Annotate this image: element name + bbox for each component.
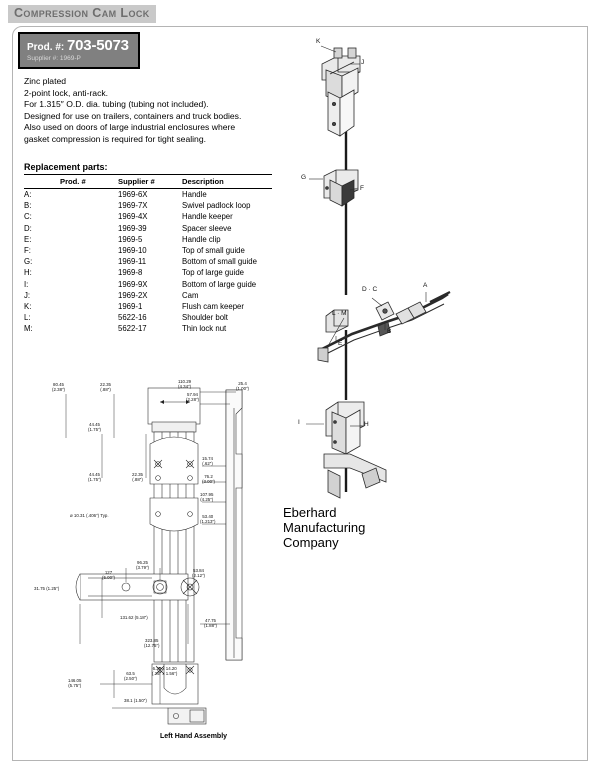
part-prod-number — [60, 245, 118, 256]
table-row — [24, 301, 272, 312]
part-description: Cam — [182, 290, 199, 300]
column-header-prod: Prod. # — [60, 175, 118, 189]
product-badge — [18, 32, 140, 69]
replacement-parts-title: Replacement parts: — [24, 162, 108, 172]
dimension-146-05: 146.05 (5.75″) — [68, 678, 82, 688]
part-description: Thin lock nut — [182, 324, 227, 334]
dimension-57-94: 57.94 (2.28″) — [186, 392, 200, 402]
dimension-44-45-b: 44.45 (1.75″) — [88, 472, 102, 482]
part-key: B: — [24, 201, 32, 211]
part-key: G: — [24, 257, 33, 267]
part-supplier-number: 1969-4X — [118, 212, 148, 222]
callout-i: I — [298, 419, 300, 426]
table-header-row — [24, 175, 272, 189]
note-hole-diameter: ø 10.31 (.406″) Typ. — [70, 513, 109, 518]
table-row — [24, 211, 272, 222]
dimension-96-25: 96.25 (3.79″) — [136, 560, 150, 570]
callout-j: J — [361, 59, 365, 66]
part-supplier-number: 5622-16 — [118, 313, 147, 323]
dimension-44-45-a: 44.45 (1.75″) — [88, 422, 102, 432]
dimension-107-95: 107.95 (4.25″) — [200, 492, 214, 502]
product-number-row — [27, 37, 131, 54]
dimension-22-35-b: 22.35 (.88″) — [132, 472, 143, 482]
dimension-76-2: 76.2 (3.00″) — [202, 474, 216, 484]
part-description: Swivel padlock loop — [182, 201, 251, 211]
part-key: F: — [24, 246, 31, 256]
part-prod-number — [60, 211, 118, 222]
part-key: L: — [24, 313, 31, 323]
part-description: Bottom of small guide — [182, 257, 257, 267]
table-row — [24, 200, 272, 211]
part-key: J: — [24, 290, 31, 300]
part-prod-number — [60, 290, 118, 301]
column-header-supplier: Supplier # — [118, 175, 182, 189]
part-supplier-number: 1969-2X — [118, 290, 148, 300]
table-row — [24, 323, 272, 334]
callout-k: K — [316, 38, 321, 45]
dimension-127: 127 (5.00″) — [102, 570, 116, 580]
column-header-key — [24, 175, 60, 189]
part-description: Spacer sleeve — [182, 223, 232, 233]
assembly-drawing-svg — [290, 30, 470, 530]
part-description: Handle clip — [182, 234, 221, 244]
page-header-bar — [8, 5, 156, 23]
assembly-illustration — [290, 30, 470, 530]
part-prod-number — [60, 267, 118, 278]
table-row — [24, 290, 272, 301]
note-slot-size: 6.35 x 14.20 (.25″ x 1.56″) — [152, 666, 178, 676]
product-description — [24, 76, 286, 146]
table-row — [24, 256, 272, 267]
product-number-value: 703-5073 — [67, 37, 129, 54]
dimension-drawing — [34, 378, 280, 738]
part-prod-number — [60, 234, 118, 245]
part-supplier-number: 1969-1 — [118, 301, 143, 311]
part-supplier-number: 1969-6X — [118, 190, 148, 200]
part-prod-number — [60, 323, 118, 334]
company-line-1: Eberhard — [283, 505, 337, 520]
part-description: Flush cam keeper — [182, 301, 244, 311]
drawing-caption: Left Hand Assembly — [160, 733, 228, 740]
description-line: Also used on doors of large industrial enclosures where — [24, 122, 236, 133]
part-supplier-number: 1969-5 — [118, 234, 143, 244]
part-key: D: — [24, 223, 32, 233]
table-row — [24, 279, 272, 290]
callout-lm: L · M — [332, 310, 347, 317]
replacement-parts-section — [24, 162, 272, 334]
dimension-15-74: 15.74 (.62″) — [202, 456, 213, 466]
column-header-desc: Description — [182, 175, 272, 189]
part-prod-number — [60, 256, 118, 267]
dimension-63-5: 63.5 (2.50″) — [124, 671, 138, 681]
part-key: A: — [24, 190, 32, 200]
description-line: For 1.315″ O.D. dia. tubing (tubing not included). — [24, 99, 209, 110]
part-prod-number — [60, 301, 118, 312]
part-description: Top of large guide — [182, 268, 244, 278]
part-prod-number — [60, 189, 118, 201]
part-supplier-number: 1969-11 — [118, 257, 147, 267]
callout-f: F — [360, 185, 364, 192]
replacement-parts-table — [24, 174, 272, 334]
part-prod-number — [60, 223, 118, 234]
table-row — [24, 267, 272, 278]
table-row — [24, 312, 272, 323]
callout-e: E — [338, 340, 343, 347]
part-description: Handle — [182, 190, 207, 200]
table-row — [24, 223, 272, 234]
part-key: H: — [24, 268, 32, 278]
dimension-53-84: 53.84 (2.12″) — [192, 568, 206, 578]
description-line: 2-point lock, anti-rack. — [24, 87, 109, 98]
dimension-323-85: 323.85 (12.75″) — [144, 638, 160, 648]
company-line-3: Company — [283, 535, 339, 550]
part-supplier-number: 1969-10 — [118, 246, 147, 256]
callout-h: H — [364, 421, 369, 428]
description-line: Zinc plated — [24, 76, 67, 86]
part-supplier-number: 5622-17 — [118, 324, 147, 334]
part-description: Handle keeper — [182, 212, 233, 222]
callout-b: B — [387, 328, 392, 335]
dimension-110-29: 110.29 (4.34″) — [178, 379, 192, 389]
dimension-131-62: 131.62 (5.18″) — [120, 615, 148, 620]
part-supplier-number: 1969-9X — [118, 279, 148, 289]
table-body — [24, 189, 272, 335]
part-supplier-number: 1969-39 — [118, 223, 147, 233]
part-prod-number — [60, 200, 118, 211]
page-title: Compression Cam Lock — [14, 6, 150, 20]
part-supplier-number: 1969-7X — [118, 201, 148, 211]
part-key: E: — [24, 234, 32, 244]
note-bracket-width: 31.75 (1.25″) — [34, 586, 60, 591]
part-key: C: — [24, 212, 32, 222]
table-row — [24, 234, 272, 245]
dimension-47-75: 47.75 (1.88″) — [204, 618, 218, 628]
company-name — [283, 505, 365, 550]
table-row — [24, 245, 272, 256]
callout-dc: D · C — [362, 286, 378, 293]
part-description: Bottom of large guide — [182, 279, 257, 289]
part-key: K: — [24, 301, 32, 311]
dimension-22-35-a: 22.35 (.88″) — [100, 382, 111, 392]
product-number-label: Prod. #: — [27, 42, 65, 53]
callout-a: A — [423, 282, 428, 289]
part-prod-number — [60, 279, 118, 290]
supplier-number: Supplier #: 1969-P — [27, 55, 81, 63]
company-line-2: Manufacturing — [283, 520, 366, 535]
dimension-38-1: 38.1 (1.50″) — [124, 698, 147, 703]
part-supplier-number: 1969-8 — [118, 268, 143, 278]
part-key: M: — [24, 324, 33, 334]
description-line: Designed for use on trailers, containers and truck bodies. — [24, 110, 242, 121]
callout-g: G — [301, 174, 307, 181]
part-key: I: — [24, 279, 29, 289]
part-prod-number — [60, 312, 118, 323]
dimension-25-4: 25.4 (1.00″) — [236, 381, 250, 391]
table-row — [24, 189, 272, 201]
dimension-80-45: 80.45 (2.38″) — [52, 382, 66, 392]
dimension-53-40: 53.40 (1.213″) — [200, 514, 216, 524]
part-description: Top of small guide — [182, 246, 245, 256]
description-line: gasket compression is required for tight sealing. — [24, 133, 206, 144]
part-description: Shoulder bolt — [182, 313, 228, 323]
